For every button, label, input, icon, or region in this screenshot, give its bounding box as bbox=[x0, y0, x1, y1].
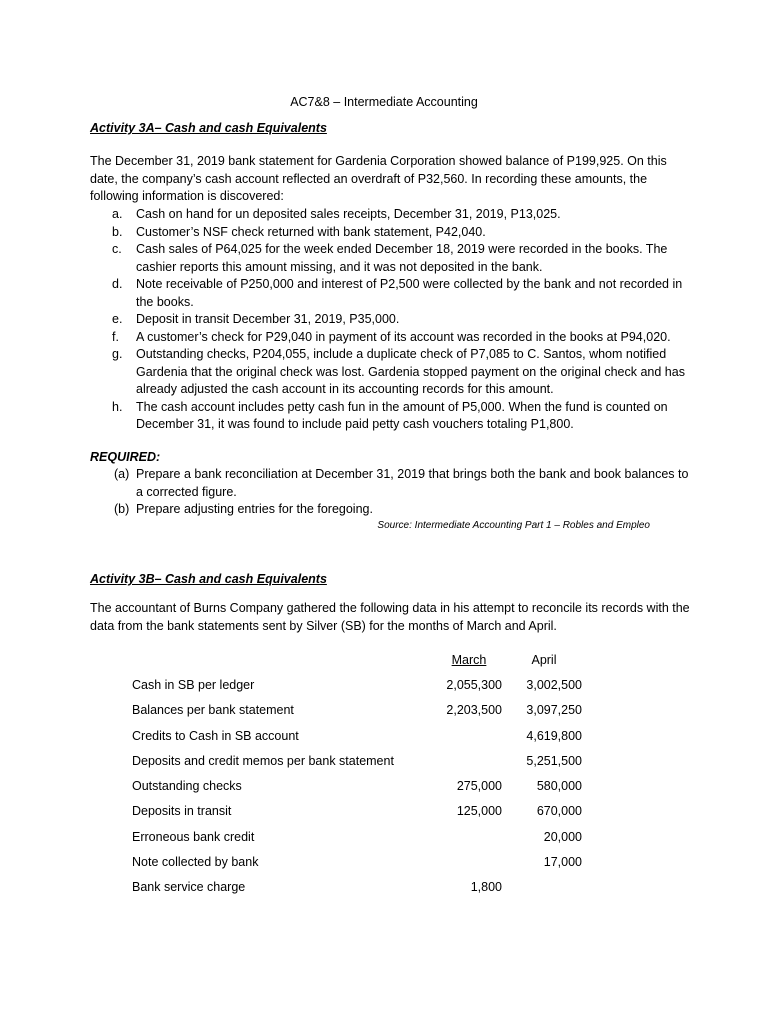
table-row bbox=[132, 824, 582, 849]
list-item bbox=[90, 206, 690, 224]
list-item-text: Prepare a bank reconciliation at December 31, 2019 that brings both the bank and book balances to a corrected figure. bbox=[136, 467, 689, 499]
table-header-april: April bbox=[531, 652, 557, 667]
table-cell-label: Credits to Cash in SB account bbox=[132, 728, 299, 743]
table-cell-april: 4,619,800 bbox=[526, 728, 582, 743]
table-cell-march: 275,000 bbox=[456, 779, 502, 794]
table-cell-label: Cash in SB per ledger bbox=[132, 677, 255, 692]
document-title: AC7&8 – Intermediate Accounting bbox=[290, 95, 478, 109]
table-cell-april: 3,002,500 bbox=[526, 677, 582, 692]
table-cell-label: Deposits and credit memos per bank statement bbox=[132, 753, 394, 768]
table-row bbox=[132, 672, 582, 697]
table-cell-april: 670,000 bbox=[536, 804, 582, 819]
list-item bbox=[90, 399, 690, 434]
list-item bbox=[90, 311, 690, 329]
activity-3b-intro: The accountant of Burns Company gathered the following data in his attempt to reconcile its records with the data from the bank statements sent by Silver (SB) for the months of March and April. bbox=[90, 601, 690, 633]
activity-3b-heading: Activity 3B– Cash and cash Equivalents bbox=[90, 572, 327, 586]
list-item-text: The cash account includes petty cash fun in the amount of P5,000. When the fund is counted on December 31, it was found to include paid petty cash vouchers totaling P1,800. bbox=[136, 399, 668, 431]
table-cell-march: 125,000 bbox=[456, 804, 502, 819]
list-item-text: A customer’s check for P29,040 in payment of its account was recorded in the books at P94,020. bbox=[136, 329, 671, 344]
list-marker: c. bbox=[112, 242, 122, 256]
list-marker: h. bbox=[112, 399, 123, 414]
table-header-row bbox=[132, 647, 582, 672]
table-cell-march bbox=[428, 824, 502, 849]
list-item-text: Deposit in transit December 31, 2019, P35,000. bbox=[136, 312, 400, 326]
list-item-text: Cash on hand for un deposited sales receipts, December 31, 2019, P13,025. bbox=[136, 207, 561, 221]
list-item-text: Cash sales of P64,025 for the week ended December 18, 2019 were recorded in the books. The cashier reports this amount missing, and it was not deposited in the bank. bbox=[136, 242, 668, 274]
activity-3a-intro: The December 31, 2019 bank statement for Gardenia Corporation showed balance of P199,925. On this date, the company’s cash account reflected an overdraft of P32,560. In recording these amounts, the following information is discovered: bbox=[90, 154, 667, 203]
table-cell-april: 5,251,500 bbox=[526, 753, 582, 768]
list-marker: a. bbox=[112, 207, 123, 221]
table-header-label bbox=[132, 647, 428, 672]
list-item bbox=[90, 224, 690, 242]
table-row bbox=[132, 698, 582, 723]
table-cell-march bbox=[428, 849, 502, 874]
list-marker: (b) bbox=[114, 502, 130, 516]
list-item-text: Note receivable of P250,000 and interest of P2,500 were collected by the bank and not recorded in the books. bbox=[136, 277, 683, 309]
activity-3a-heading: Activity 3A– Cash and cash Equivalents bbox=[90, 121, 327, 135]
table-cell-label: Note collected by bank bbox=[132, 855, 259, 870]
table-cell-label: Erroneous bank credit bbox=[132, 829, 255, 844]
list-item bbox=[90, 466, 690, 501]
list-item bbox=[90, 501, 690, 519]
list-item bbox=[90, 276, 690, 311]
list-marker: d. bbox=[112, 277, 123, 291]
list-item bbox=[90, 346, 690, 399]
list-marker: f. bbox=[112, 329, 119, 344]
reconciliation-data-table bbox=[132, 647, 582, 900]
source-citation: Source: Intermediate Accounting Part 1 – Robles and Empleo bbox=[377, 520, 650, 531]
table-cell-label: Deposits in transit bbox=[132, 804, 232, 819]
table-cell-march bbox=[428, 748, 502, 773]
list-item-text: Outstanding checks, P204,055, include a duplicate check of P7,085 to C. Santos, whom notified Gardenia that the original check was lost. Gardenia stopped payment on the original check and has already adjusted the cash account in its accounting records for this amount. bbox=[136, 347, 685, 396]
table-cell-march bbox=[428, 723, 502, 748]
table-cell-label: Bank service charge bbox=[132, 880, 246, 895]
list-marker: (a) bbox=[114, 467, 130, 481]
activity-3a-list bbox=[90, 206, 690, 434]
list-marker: g. bbox=[112, 347, 123, 361]
list-marker: e. bbox=[112, 312, 123, 326]
table-row bbox=[132, 849, 582, 874]
table-cell-april: 20,000 bbox=[543, 829, 582, 844]
table-row bbox=[132, 875, 582, 900]
table-row bbox=[132, 723, 582, 748]
table-cell-april: 580,000 bbox=[536, 779, 582, 794]
required-list bbox=[90, 466, 690, 519]
table-cell-label: Balances per bank statement bbox=[132, 703, 294, 718]
table-cell-march: 2,055,300 bbox=[446, 677, 502, 692]
list-item bbox=[90, 241, 690, 276]
table-cell-april bbox=[502, 875, 582, 900]
table-row bbox=[132, 748, 582, 773]
table-cell-march: 2,203,500 bbox=[446, 703, 502, 718]
table-cell-april: 3,097,250 bbox=[526, 703, 582, 718]
list-item-text: Customer’s NSF check returned with bank statement, P42,040. bbox=[136, 224, 486, 239]
required-heading: REQUIRED: bbox=[90, 450, 161, 464]
list-item bbox=[90, 329, 690, 347]
table-cell-april: 17,000 bbox=[543, 855, 582, 870]
table-cell-march: 1,800 bbox=[470, 880, 502, 895]
table-header-march: March bbox=[451, 652, 487, 667]
list-item-text: Prepare adjusting entries for the foregoing. bbox=[136, 502, 373, 516]
table-cell-label: Outstanding checks bbox=[132, 779, 242, 794]
table-row bbox=[132, 799, 582, 824]
table-row bbox=[132, 773, 582, 798]
list-marker: b. bbox=[112, 224, 123, 239]
